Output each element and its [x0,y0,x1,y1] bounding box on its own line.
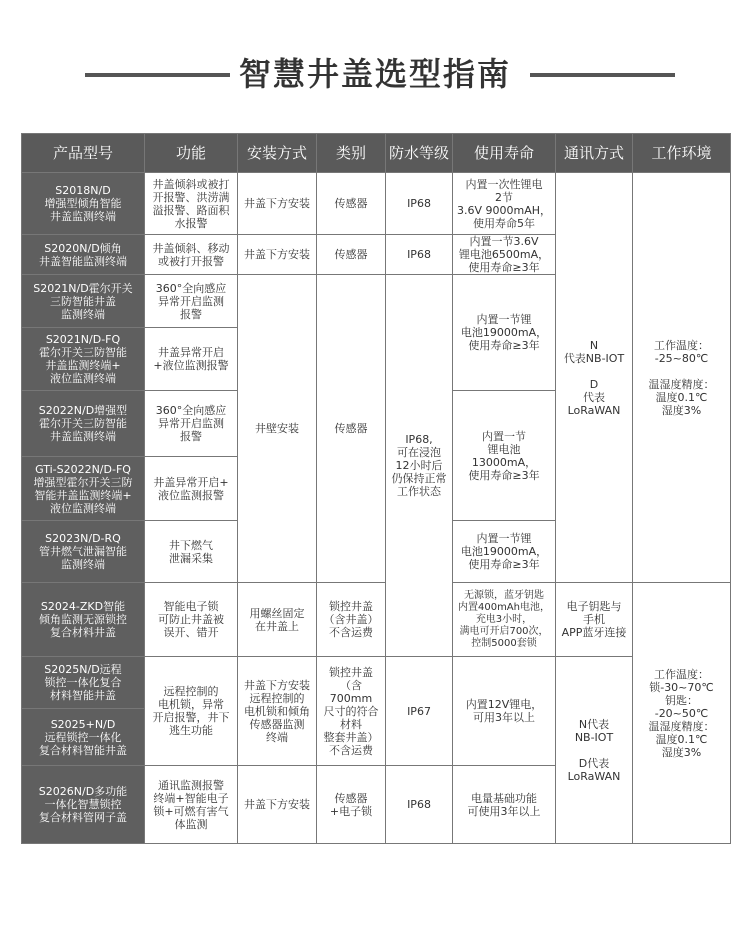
model-cell: S2024-ZKD智能 倾角监测无源锁控 复合材料井盖 [22,583,145,657]
function-cell: 360°全向感应 异常开启监测 报警 [145,275,238,328]
model-cell: S2025+N/D 远程锁控一体化 复合材料智能井盖 [22,709,145,766]
model-cell: S2021N/D霍尔开关 三防智能井盖 监测终端 [22,275,145,328]
model-cell: S2025N/D远程 锁控一体化复合 材料智能井盖 [22,657,145,709]
function-cell: 智能电子锁 可防止井盖被 误开、错开 [145,583,238,657]
header-cell: 工作环境 [633,134,731,173]
header-cell: 防水等级 [386,134,453,173]
category-cell: 锁控井盖 （含井盖） 不含运费 [317,583,386,657]
header-cell: 产品型号 [22,134,145,173]
header-cell: 功能 [145,134,238,173]
category-cell: 传感器 [317,235,386,275]
category-cell: 传感器 [317,173,386,235]
ip-cell: IP68 [386,235,453,275]
function-cell: 井盖异常开启 +液位监测报警 [145,328,238,391]
model-cell: S2026N/D多功能 一体化智慧锁控 复合材料管网子盖 [22,766,145,844]
table-row [22,173,731,235]
header-cell: 安装方式 [238,134,317,173]
category-cell: 传感器 +电子锁 [317,766,386,844]
life-cell: 内置12V锂电， 可用3年以上 [453,657,556,766]
function-cell: 井盖异常开启+ 液位监测报警 [145,457,238,521]
install-cell: 井壁安装 [238,275,317,583]
install-cell: 井盖下方安装 [238,766,317,844]
model-cell: S2020N/D倾角 井盖智能监测终端 [22,235,145,275]
install-cell: 井盖下方安装 远程控制的 电机锁和倾角 传感器监测 终端 [238,657,317,766]
install-cell: 用螺丝固定 在井盖上 [238,583,317,657]
model-cell: S2021N/D-FQ 霍尔开关三防智能 井盖监测终端+ 液位监测终端 [22,328,145,391]
category-cell: 传感器 [317,275,386,583]
header-cell: 通讯方式 [556,134,633,173]
header-row [22,134,731,173]
function-cell: 井盖倾斜、移动 或被打开报警 [145,235,238,275]
header-cell: 使用寿命 [453,134,556,173]
model-cell: S2022N/D增强型 霍尔开关三防智能 井盖监测终端 [22,391,145,457]
table-row [22,657,731,709]
page-title: 智慧井盖选型指南 [238,55,511,93]
env-cell: 工作温度： 锁-30~70℃ 钥匙： -20~50℃ 温湿度精度： 温度0.1℃ 湿度3% [633,583,731,844]
ip-cell: IP68 [386,766,453,844]
ip-cell: IP67 [386,657,453,766]
comm-cell: N代表 NB-IOT D代表 LoRaWAN [556,657,633,844]
model-cell: S2018N/D 增强型倾角智能 井盖监测终端 [22,173,145,235]
function-cell: 通讯监测报警 终端+智能电子 锁+可燃有害气 体监测 [145,766,238,844]
title-right-rule [530,73,675,77]
ip-cell: IP68 [386,173,453,235]
selection-table [21,133,731,844]
life-cell: 电量基础功能 可使用3年以上 [453,766,556,844]
function-cell: 井盖倾斜或被打 开报警、洪涝满 溢报警、路面积 水报警 [145,173,238,235]
life-cell: 内置一节3.6V 锂电池6500mA， 使用寿命≥3年 [453,235,556,275]
comm-cell: 电子钥匙与 手机 APP蓝牙连接 [556,583,633,657]
function-cell: 远程控制的 电机锁，异常 开启报警，井下 逃生功能 [145,657,238,766]
life-cell: 内置一节 锂电池 13000mA， 使用寿命≥3年 [453,391,556,521]
install-cell: 井盖下方安装 [238,235,317,275]
life-cell: 内置一节锂 电池19000mA， 使用寿命≥3年 [453,275,556,391]
env-cell: 工作温度： -25~80℃ 温湿度精度： 温度0.1℃ 湿度3% [633,173,731,583]
title-area [0,40,750,110]
function-cell: 井下燃气 泄漏采集 [145,521,238,583]
life-cell: 无源锁，蓝牙钥匙 内置400mAh电池， 充电3小时， 满电可开启700次， 控制5000套锁 [453,583,556,657]
category-cell: 锁控井盖 （含700mm 尺寸的符合 材料 整套井盖） 不含运费 [317,657,386,766]
model-cell: GTi-S2022N/D-FQ 增强型霍尔开关三防 智能井盖监测终端+ 液位监测终端 [22,457,145,521]
function-cell: 360°全向感应 异常开启监测 报警 [145,391,238,457]
life-cell: 内置一次性锂电 2节 3.6V 9000mAH， 使用寿命5年 [453,173,556,235]
header-cell: 类别 [317,134,386,173]
ip-cell: IP68, 可在浸泡 12小时后 仍保持正常 工作状态 [386,275,453,657]
model-cell: S2023N/D-RQ 管井燃气泄漏智能 监测终端 [22,521,145,583]
install-cell: 井盖下方安装 [238,173,317,235]
life-cell: 内置一节锂 电池19000mA， 使用寿命≥3年 [453,521,556,583]
table-row [22,583,731,657]
comm-cell: N 代表NB-IOT D 代表LoRaWAN [556,173,633,583]
